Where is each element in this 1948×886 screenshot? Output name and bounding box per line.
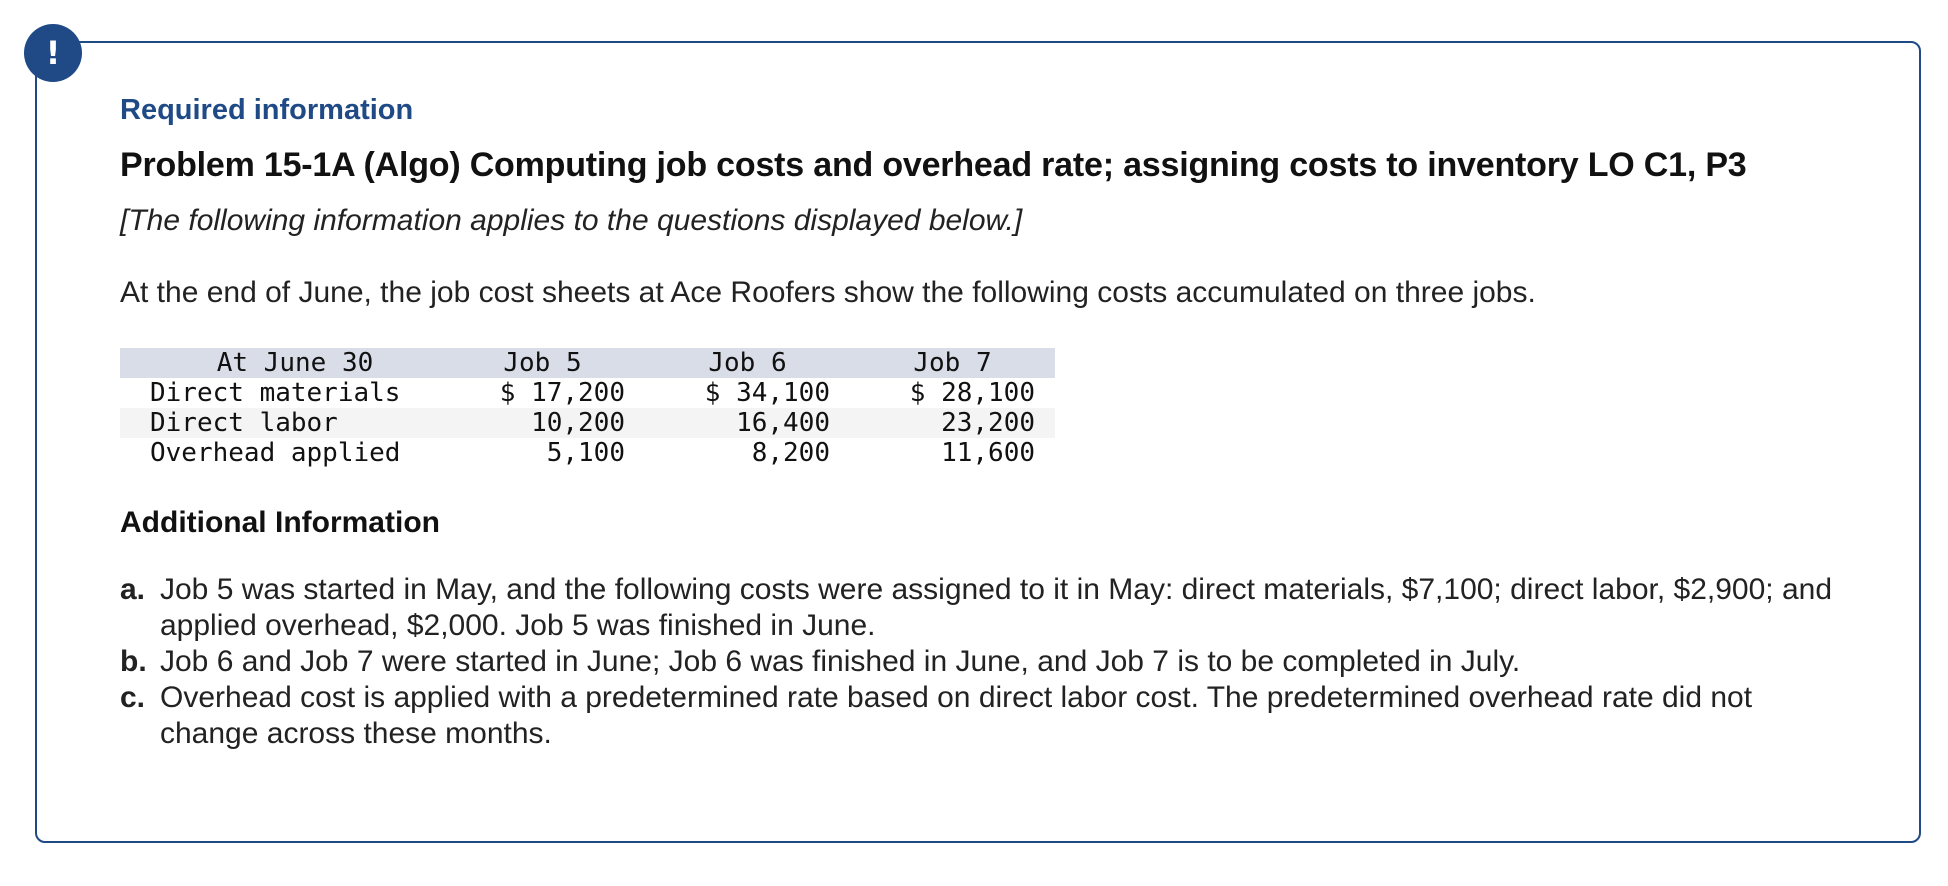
list-marker: a. <box>120 573 146 606</box>
row-label-direct-materials: Direct materials <box>150 378 401 408</box>
list-item-text: Job 5 was started in May, and the following costs were assigned to it in May: direct materials, $7,100; direct labor, $2,900; and applied overhead, $2,000. Job 5 was finished in June. <box>160 573 1833 642</box>
column-header-job-5: Job 5 <box>503 348 582 378</box>
column-header-job-7: Job 7 <box>913 348 992 378</box>
list-item-text: Job 6 and Job 7 were started in June; Job 6 was finished in June, and Job 7 is to be completed in July. <box>160 645 1521 678</box>
table-row <box>120 378 1055 408</box>
list-item <box>120 572 1840 644</box>
cell-job5-overhead-applied: 5,100 <box>546 438 625 468</box>
cell-job6-direct-labor: 16,400 <box>736 408 830 438</box>
list-marker: c. <box>120 681 146 714</box>
job-cost-table <box>120 348 1055 468</box>
column-header-job-6: Job 6 <box>708 348 787 378</box>
cell-job6-direct-materials: $ 34,100 <box>704 378 830 408</box>
cell-job5-direct-labor: 10,200 <box>531 408 625 438</box>
intro-text: At the end of June, the job cost sheets at Ace Roofers show the following costs accumulated on three jobs. <box>120 276 1536 309</box>
table-row <box>120 438 1055 468</box>
column-header-period: At June 30 <box>216 348 374 378</box>
table-row <box>120 408 1055 438</box>
list-item <box>120 644 1840 680</box>
problem-title: Problem 15-1A (Algo) Computing job costs and overhead rate; assigning costs to inventory LO C1, P3 <box>120 146 1747 184</box>
table-header-row <box>120 348 1055 378</box>
additional-information-heading: Additional Information <box>120 506 440 539</box>
required-information-label: Required information <box>120 94 414 126</box>
cell-job7-direct-labor: 23,200 <box>941 408 1035 438</box>
applies-note: [The following information applies to the questions displayed below.] <box>120 204 1023 237</box>
row-label-direct-labor: Direct labor <box>150 408 338 438</box>
additional-information-list <box>120 572 1840 752</box>
cell-job5-direct-materials: $ 17,200 <box>499 378 625 408</box>
card-content <box>120 88 1840 752</box>
list-item-text: Overhead cost is applied with a predetermined rate based on direct labor cost. The predetermined overhead rate did not change across these months. <box>160 681 1753 750</box>
row-label-overhead-applied: Overhead applied <box>150 438 401 468</box>
cell-job6-overhead-applied: 8,200 <box>751 438 830 468</box>
list-item <box>120 680 1840 752</box>
list-marker: b. <box>120 645 147 678</box>
cell-job7-overhead-applied: 11,600 <box>941 438 1035 468</box>
cell-job7-direct-materials: $ 28,100 <box>909 378 1035 408</box>
exclamation-icon: ! <box>24 24 82 82</box>
